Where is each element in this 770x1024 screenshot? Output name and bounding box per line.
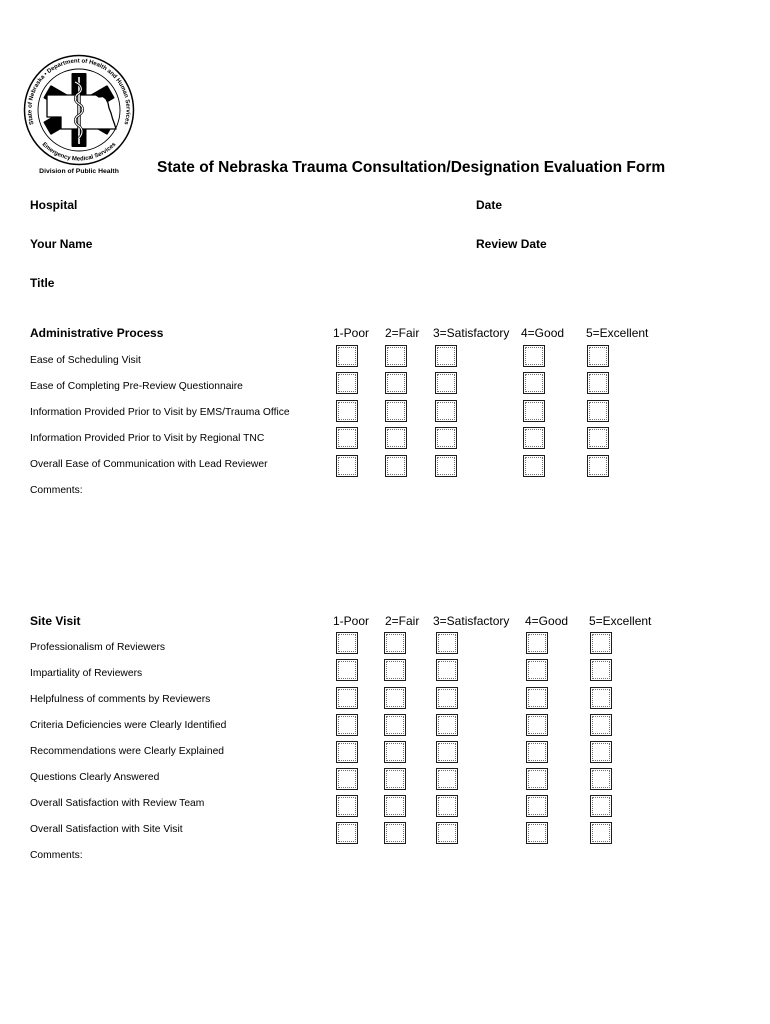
rating-checkbox-excellent[interactable] bbox=[590, 741, 612, 763]
rating-checkbox-good[interactable] bbox=[523, 455, 545, 477]
seal-division-text: Division of Public Health bbox=[39, 168, 119, 175]
review-date-label: Review Date bbox=[476, 237, 547, 251]
rating-checkbox-row bbox=[0, 455, 770, 477]
rating-checkbox-excellent[interactable] bbox=[587, 455, 609, 477]
rating-checkbox-satisfactory[interactable] bbox=[435, 427, 457, 449]
item-label: Ease of Completing Pre-Review Questionnaire bbox=[30, 381, 243, 392]
rating-checkbox-excellent[interactable] bbox=[587, 427, 609, 449]
rating-checkbox-fair[interactable] bbox=[384, 768, 406, 790]
rating-checkbox-excellent[interactable] bbox=[590, 714, 612, 736]
rating-checkbox-fair[interactable] bbox=[385, 345, 407, 367]
hospital-label: Hospital bbox=[30, 198, 78, 212]
comments-label: Comments: bbox=[30, 485, 83, 496]
rating-checkbox-fair[interactable] bbox=[385, 372, 407, 394]
rating-checkbox-poor[interactable] bbox=[336, 687, 358, 709]
item-label: Impartiality of Reviewers bbox=[30, 668, 143, 679]
rating-checkbox-satisfactory[interactable] bbox=[436, 822, 458, 844]
rating-checkbox-good[interactable] bbox=[523, 427, 545, 449]
rating-checkbox-satisfactory[interactable] bbox=[436, 687, 458, 709]
form-title: State of Nebraska Trauma Consultation/Designation Evaluation Form bbox=[157, 159, 666, 176]
rating-checkbox-row bbox=[0, 345, 770, 367]
rating-header-fair: 2=Fair bbox=[385, 326, 420, 340]
rating-checkbox-row bbox=[0, 659, 770, 681]
rating-checkbox-poor[interactable] bbox=[336, 741, 358, 763]
rating-checkbox-row bbox=[0, 822, 770, 844]
rating-checkbox-fair[interactable] bbox=[384, 632, 406, 654]
rating-checkbox-poor[interactable] bbox=[336, 659, 358, 681]
rating-checkbox-fair[interactable] bbox=[384, 741, 406, 763]
rating-checkbox-satisfactory[interactable] bbox=[435, 400, 457, 422]
rating-checkbox-fair[interactable] bbox=[384, 687, 406, 709]
rating-checkbox-good[interactable] bbox=[523, 372, 545, 394]
rating-header-poor: 1-Poor bbox=[333, 614, 370, 628]
rating-checkbox-satisfactory[interactable] bbox=[435, 372, 457, 394]
rating-checkbox-good[interactable] bbox=[526, 687, 548, 709]
rating-checkbox-good[interactable] bbox=[523, 400, 545, 422]
rating-checkbox-poor[interactable] bbox=[336, 455, 358, 477]
rating-checkbox-poor[interactable] bbox=[336, 345, 358, 367]
rating-checkbox-fair[interactable] bbox=[385, 400, 407, 422]
rating-checkbox-excellent[interactable] bbox=[590, 822, 612, 844]
rating-checkbox-fair[interactable] bbox=[384, 659, 406, 681]
item-label: Overall Satisfaction with Review Team bbox=[30, 798, 205, 809]
rating-checkbox-fair[interactable] bbox=[385, 427, 407, 449]
rating-checkbox-row bbox=[0, 795, 770, 817]
item-label: Information Provided Prior to Visit by Regional TNC bbox=[30, 433, 265, 444]
rating-checkbox-poor[interactable] bbox=[336, 372, 358, 394]
rating-checkbox-good[interactable] bbox=[526, 822, 548, 844]
rating-checkbox-satisfactory[interactable] bbox=[436, 714, 458, 736]
rating-checkbox-satisfactory[interactable] bbox=[436, 768, 458, 790]
rating-checkbox-fair[interactable] bbox=[384, 822, 406, 844]
your-name-label: Your Name bbox=[30, 237, 93, 251]
section-heading: Administrative Process bbox=[30, 326, 164, 340]
item-label: Helpfulness of comments by Reviewers bbox=[30, 694, 211, 705]
comments-label: Comments: bbox=[30, 850, 83, 861]
item-label: Overall Ease of Communication with Lead Reviewer bbox=[30, 459, 268, 470]
rating-checkbox-fair[interactable] bbox=[384, 795, 406, 817]
seal-top-arc-text: State of Nebraska • Department of Health and Human Services bbox=[27, 58, 131, 126]
rating-checkbox-excellent[interactable] bbox=[590, 632, 612, 654]
rating-header-satisfactory: 3=Satisfactory bbox=[433, 614, 510, 628]
rating-checkbox-row bbox=[0, 400, 770, 422]
rating-checkbox-satisfactory[interactable] bbox=[436, 632, 458, 654]
rating-checkbox-good[interactable] bbox=[526, 795, 548, 817]
item-label: Questions Clearly Answered bbox=[30, 772, 160, 783]
item-label: Criteria Deficiencies were Clearly Identified bbox=[30, 720, 227, 731]
rating-checkbox-row bbox=[0, 632, 770, 654]
rating-checkbox-poor[interactable] bbox=[336, 632, 358, 654]
rating-checkbox-satisfactory[interactable] bbox=[435, 455, 457, 477]
rating-checkbox-good[interactable] bbox=[526, 659, 548, 681]
rating-checkbox-excellent[interactable] bbox=[590, 795, 612, 817]
rating-header-excellent: 5=Excellent bbox=[586, 326, 649, 340]
rating-checkbox-excellent[interactable] bbox=[590, 659, 612, 681]
rating-checkbox-row bbox=[0, 372, 770, 394]
rating-header-poor: 1-Poor bbox=[333, 326, 370, 340]
rating-header-good: 4=Good bbox=[521, 326, 565, 340]
section-heading: Site Visit bbox=[30, 614, 81, 628]
rating-checkbox-excellent[interactable] bbox=[587, 400, 609, 422]
rating-checkbox-fair[interactable] bbox=[385, 455, 407, 477]
rating-checkbox-good[interactable] bbox=[526, 714, 548, 736]
item-label: Overall Satisfaction with Site Visit bbox=[30, 824, 183, 835]
rating-checkbox-good[interactable] bbox=[523, 345, 545, 367]
rating-checkbox-satisfactory[interactable] bbox=[435, 345, 457, 367]
rating-header-satisfactory: 3=Satisfactory bbox=[433, 326, 510, 340]
rating-checkbox-poor[interactable] bbox=[336, 427, 358, 449]
rating-checkbox-row bbox=[0, 741, 770, 763]
item-label: Ease of Scheduling Visit bbox=[30, 355, 141, 366]
date-label: Date bbox=[476, 198, 503, 212]
rating-checkbox-excellent[interactable] bbox=[590, 768, 612, 790]
rating-header-good: 4=Good bbox=[525, 614, 569, 628]
rating-checkbox-good[interactable] bbox=[526, 768, 548, 790]
rating-checkbox-row bbox=[0, 768, 770, 790]
rating-checkbox-poor[interactable] bbox=[336, 795, 358, 817]
nebraska-ems-seal-logo bbox=[20, 52, 140, 178]
rating-checkbox-row bbox=[0, 714, 770, 736]
rating-header-excellent: 5=Excellent bbox=[589, 614, 652, 628]
rating-checkbox-excellent[interactable] bbox=[590, 687, 612, 709]
item-label: Professionalism of Reviewers bbox=[30, 642, 166, 653]
rating-checkbox-fair[interactable] bbox=[384, 714, 406, 736]
seal-bottom-arc-text: Emergency Medical Services bbox=[40, 141, 118, 163]
item-label: Recommendations were Clearly Explained bbox=[30, 746, 225, 757]
rating-header-fair: 2=Fair bbox=[385, 614, 420, 628]
title-label: Title bbox=[30, 276, 55, 290]
item-label: Information Provided Prior to Visit by EMS/Trauma Office bbox=[30, 407, 290, 418]
rating-checkbox-row bbox=[0, 427, 770, 449]
rating-checkbox-poor[interactable] bbox=[336, 714, 358, 736]
rating-checkbox-satisfactory[interactable] bbox=[436, 741, 458, 763]
rating-checkbox-excellent[interactable] bbox=[587, 345, 609, 367]
rating-checkbox-good[interactable] bbox=[526, 632, 548, 654]
rating-checkbox-good[interactable] bbox=[526, 741, 548, 763]
rating-checkbox-satisfactory[interactable] bbox=[436, 795, 458, 817]
rating-checkbox-poor[interactable] bbox=[336, 822, 358, 844]
rating-checkbox-poor[interactable] bbox=[336, 768, 358, 790]
rating-checkbox-satisfactory[interactable] bbox=[436, 659, 458, 681]
rating-checkbox-row bbox=[0, 687, 770, 709]
rating-checkbox-excellent[interactable] bbox=[587, 372, 609, 394]
rating-checkbox-poor[interactable] bbox=[336, 400, 358, 422]
